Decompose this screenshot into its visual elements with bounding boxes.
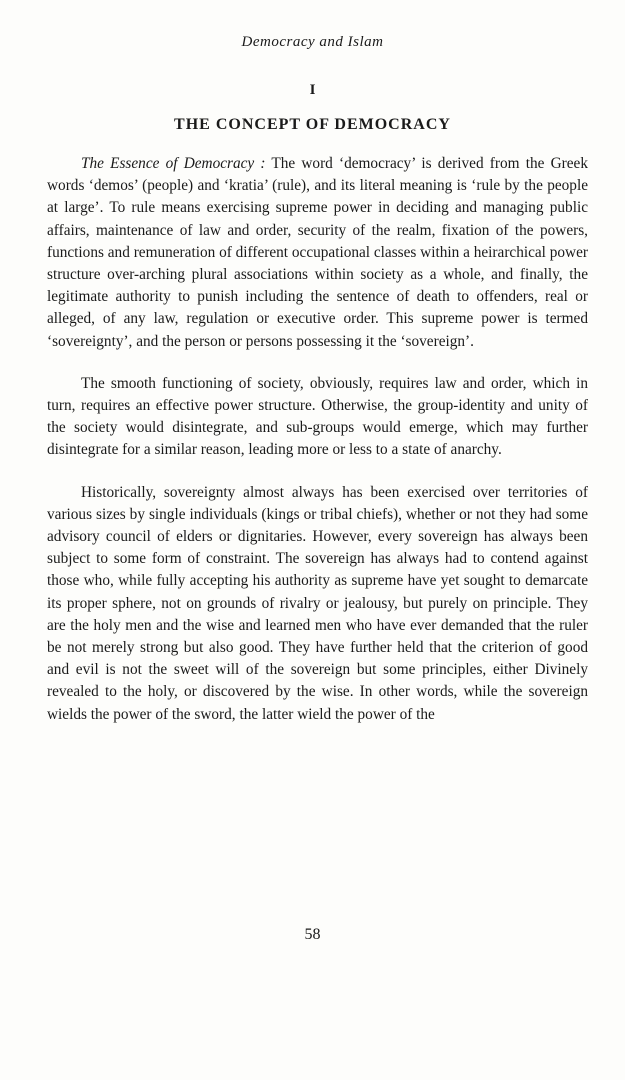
page-number: 58 bbox=[304, 926, 321, 943]
body-text bbox=[47, 153, 588, 726]
paragraph-text: The word ‘democracy’ is derived from the Greek words ‘demos’ (people) and ‘kratia’ (rule), and its literal meaning is ‘rule by the people at large’. To rule means exercising supreme power in deciding and managing public affairs, maintenance of law and order, security of the realm, fixation of the powers, functions and remuneration of different occupational classes within a heirarchical power structure over-arching plural associations within society as a whole, and finally, the legitimate authority to punish including the sentence of death to offenders, real or alleged, of any law, regulation or executive order. This supreme power is termed ‘sovereignty’, and the person or persons possessing it the ‘sovereign’. bbox=[47, 155, 588, 350]
section-number: I bbox=[309, 82, 316, 98]
paragraph-sovereignty-history: Historically, sovereignty almost always has been exercised over territories of various sizes by single individuals (kings or tribal chiefs), whether or not they had some advisory council of elders or dignitaries. However, every sovereign has always been subject to some form of constraint. The sovereign has always had to contend against those who, while fully accepting his authority as supreme have yet sought to demarcate its proper sphere, not on grounds of rivalry or jealousy, but purely on principle. They are the holy men and the wise and learned men who have ever demanded that the ruler be not merely strong but also good. They have further held that the criterion of good and evil is not the sweet will of the sovereign but some principles, either Divinely revealed to the holy, or discovered by the wise. In other words, while the sovereign wields the power of the sword, the latter wield the power of the bbox=[47, 483, 588, 723]
running-head: Democracy and Islam bbox=[241, 34, 384, 50]
paragraph-law-and-order: The smooth functioning of society, obviously, requires law and order, which in turn, requires an effective power structure. Otherwise, the group-identity and unity of the society would disintegrate, and sub-groups would emerge, which may further disintegrate for a similar reason, leading more or less to a state of anarchy. bbox=[47, 374, 588, 459]
paragraph-essence-of-democracy bbox=[47, 153, 588, 353]
section-title: THE CONCEPT OF DEMOCRACY bbox=[174, 116, 451, 133]
paragraph-lead-in: The Essence of Democracy : bbox=[81, 155, 266, 172]
